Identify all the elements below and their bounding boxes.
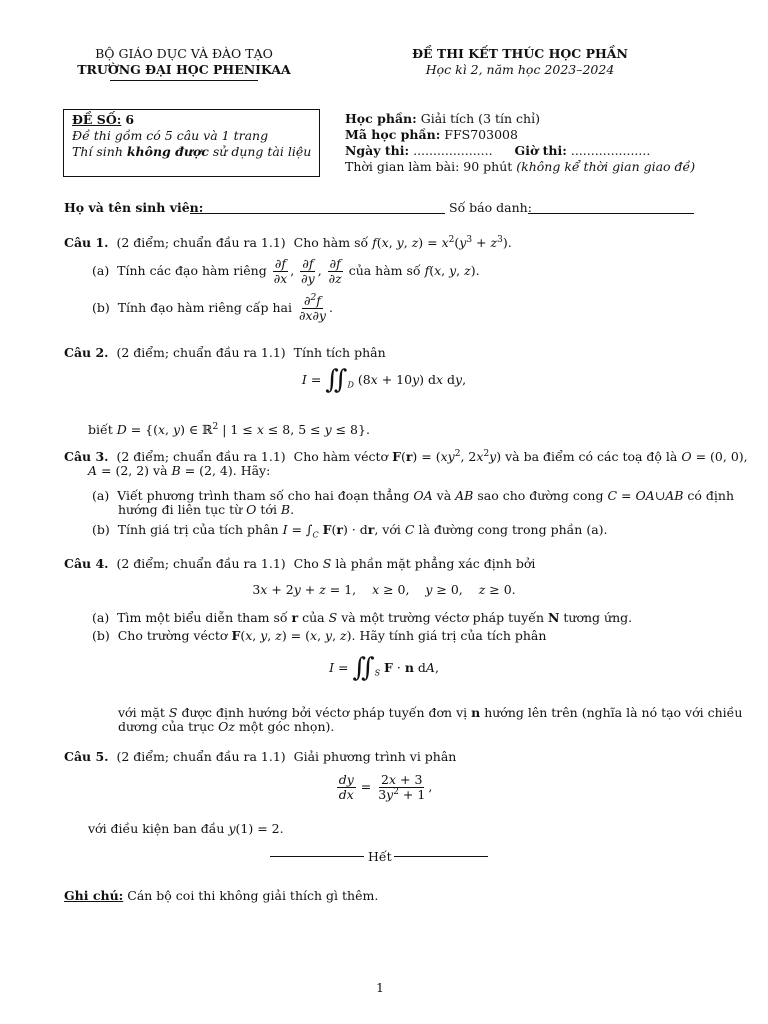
exam-title: ĐỀ THI KẾT THÚC HỌC PHẦN	[412, 46, 628, 61]
end-rule-right	[394, 856, 488, 857]
university-name: TRƯỜNG ĐẠI HỌC PHENIKAA	[77, 62, 291, 77]
exam-code-box	[63, 109, 320, 177]
question-3: Câu 3. (2 điểm; chuẩn đầu ra 1.1) Cho hàm véctơ $F(r) = (xy^2$, $2x^2y$) và ba điểm có các toạ độ là O = (0, 0),	[64, 448, 748, 464]
question-4: Câu 4. (2 điểm; chuẩn đầu ra 1.1) Cho S là phần mặt phẳng xác định bởi	[64, 556, 536, 571]
question-2-domain: biết D = {(x, y) ∈ ℝ$^2$ | 1 ≤ x ≤ 8, 5 ≤ y ≤ 8}.	[88, 421, 370, 437]
question-1: Câu 1. (2 điểm; chuẩn đầu ra 1.1) Cho hàm số f(x, y, $z) = x^2(y^3 + z^3)$.	[64, 234, 512, 250]
course-line: Học phần: Giải tích (3 tín chỉ)	[345, 111, 540, 126]
exam-code	[72, 112, 134, 127]
materials-rule: Thí sinh không được sử dụng tài liệu	[72, 144, 312, 159]
question-4a: (a) Tìm một biểu diễn tham số r của S và một trường véctơ pháp tuyến N tương ứng.	[92, 610, 633, 625]
question-3-points: A = (2, 2) và B = (2, 4). Hãy:	[88, 463, 271, 478]
question-5-condition: với điều kiện ban đầu y(1) = 2.	[88, 821, 284, 836]
student-id-blank[interactable]	[528, 213, 694, 214]
exam-info-line: Đề thi gồm có 5 câu và 1 trang	[72, 128, 269, 143]
exam-date-line: Ngày thi: .................... Giờ thi: ....................	[345, 143, 651, 158]
duration-line: Thời gian làm bài: 90 phút (không kể thời gian giao đề)	[345, 159, 696, 174]
question-4-plane: 3x + 2y + z = 1, x ≥ 0, y ≥ 0, z ≥ 0.	[252, 582, 516, 597]
exam-code-value: 6	[125, 112, 135, 127]
page-number: 1	[376, 980, 384, 995]
student-name-label: Họ và tên sinh viên:	[64, 200, 204, 215]
ministry-name: BỘ GIÁO DỤC VÀ ĐÀO TẠO	[95, 46, 273, 61]
question-3b: (b) Tính giá trị của tích phân $I = \int_C$ F(r) · dr, với C là đường cong trong phần (a).	[92, 522, 608, 540]
student-name-blank[interactable]	[190, 213, 445, 214]
question-5: Câu 5. (2 điểm; chuẩn đầu ra 1.1) Giải phương trình vi phân	[64, 749, 457, 764]
question-4-note-cont: dương của trục Oz một góc nhọn).	[118, 719, 335, 734]
question-4b: (b) Cho trường véctơ F(x, y, z) = (x, y, z). Hãy tính giá trị của tích phân	[92, 628, 547, 643]
question-4-integral: $I = ∬_S$ F · n dA,	[329, 653, 439, 683]
question-2: Câu 2. (2 điểm; chuẩn đầu ra 1.1) Tính tích phân	[64, 345, 386, 360]
footnote: Ghi chú: Cán bộ coi thi không giải thích gì thêm.	[64, 888, 379, 903]
exam-code-label: ĐỀ SỐ:	[72, 112, 122, 127]
question-1a: (a) Tính các đạo hàm riêng $\frac{\partial f}{\partial x}$ , $\frac{\partial f}{\partial y}$ , $\frac{\partial f}{\partial z}$ của hàm số f(x, y, z).	[92, 256, 480, 286]
question-1b: (b) Tính đạo hàm riêng cấp hai $\frac{\partial^2f}{\partial x\partial y}$ .	[92, 292, 333, 323]
question-5-equation: $\frac{dy}{dx}$ = $\frac{2x + 3}{3y^2 + 1}$ ,	[338, 772, 433, 802]
question-4-note: với mặt S được định hướng bởi véctơ pháp tuyến đơn vị n hướng lên trên (nghĩa là nó tạo với chiều	[118, 705, 743, 720]
question-3a: (a) Viết phương trình tham số cho hai đoạn thẳng OA và AB sao cho đường cong C = OA∪AB có định	[92, 488, 735, 503]
question-2-integral: $I = ∬_D$ (8x + 10y) dx dy,	[301, 365, 467, 395]
student-id-label: Số báo danh:	[449, 200, 532, 215]
end-rule-left	[270, 856, 364, 857]
university-underline	[110, 80, 258, 81]
course-code-line: Mã học phần: FFS703008	[345, 127, 518, 142]
semester: Học kì 2, năm học 2023–2024	[425, 62, 615, 77]
question-3a-cont: hướng đi liên tục từ O tới B.	[118, 502, 295, 517]
end-text: Hết	[368, 849, 392, 864]
